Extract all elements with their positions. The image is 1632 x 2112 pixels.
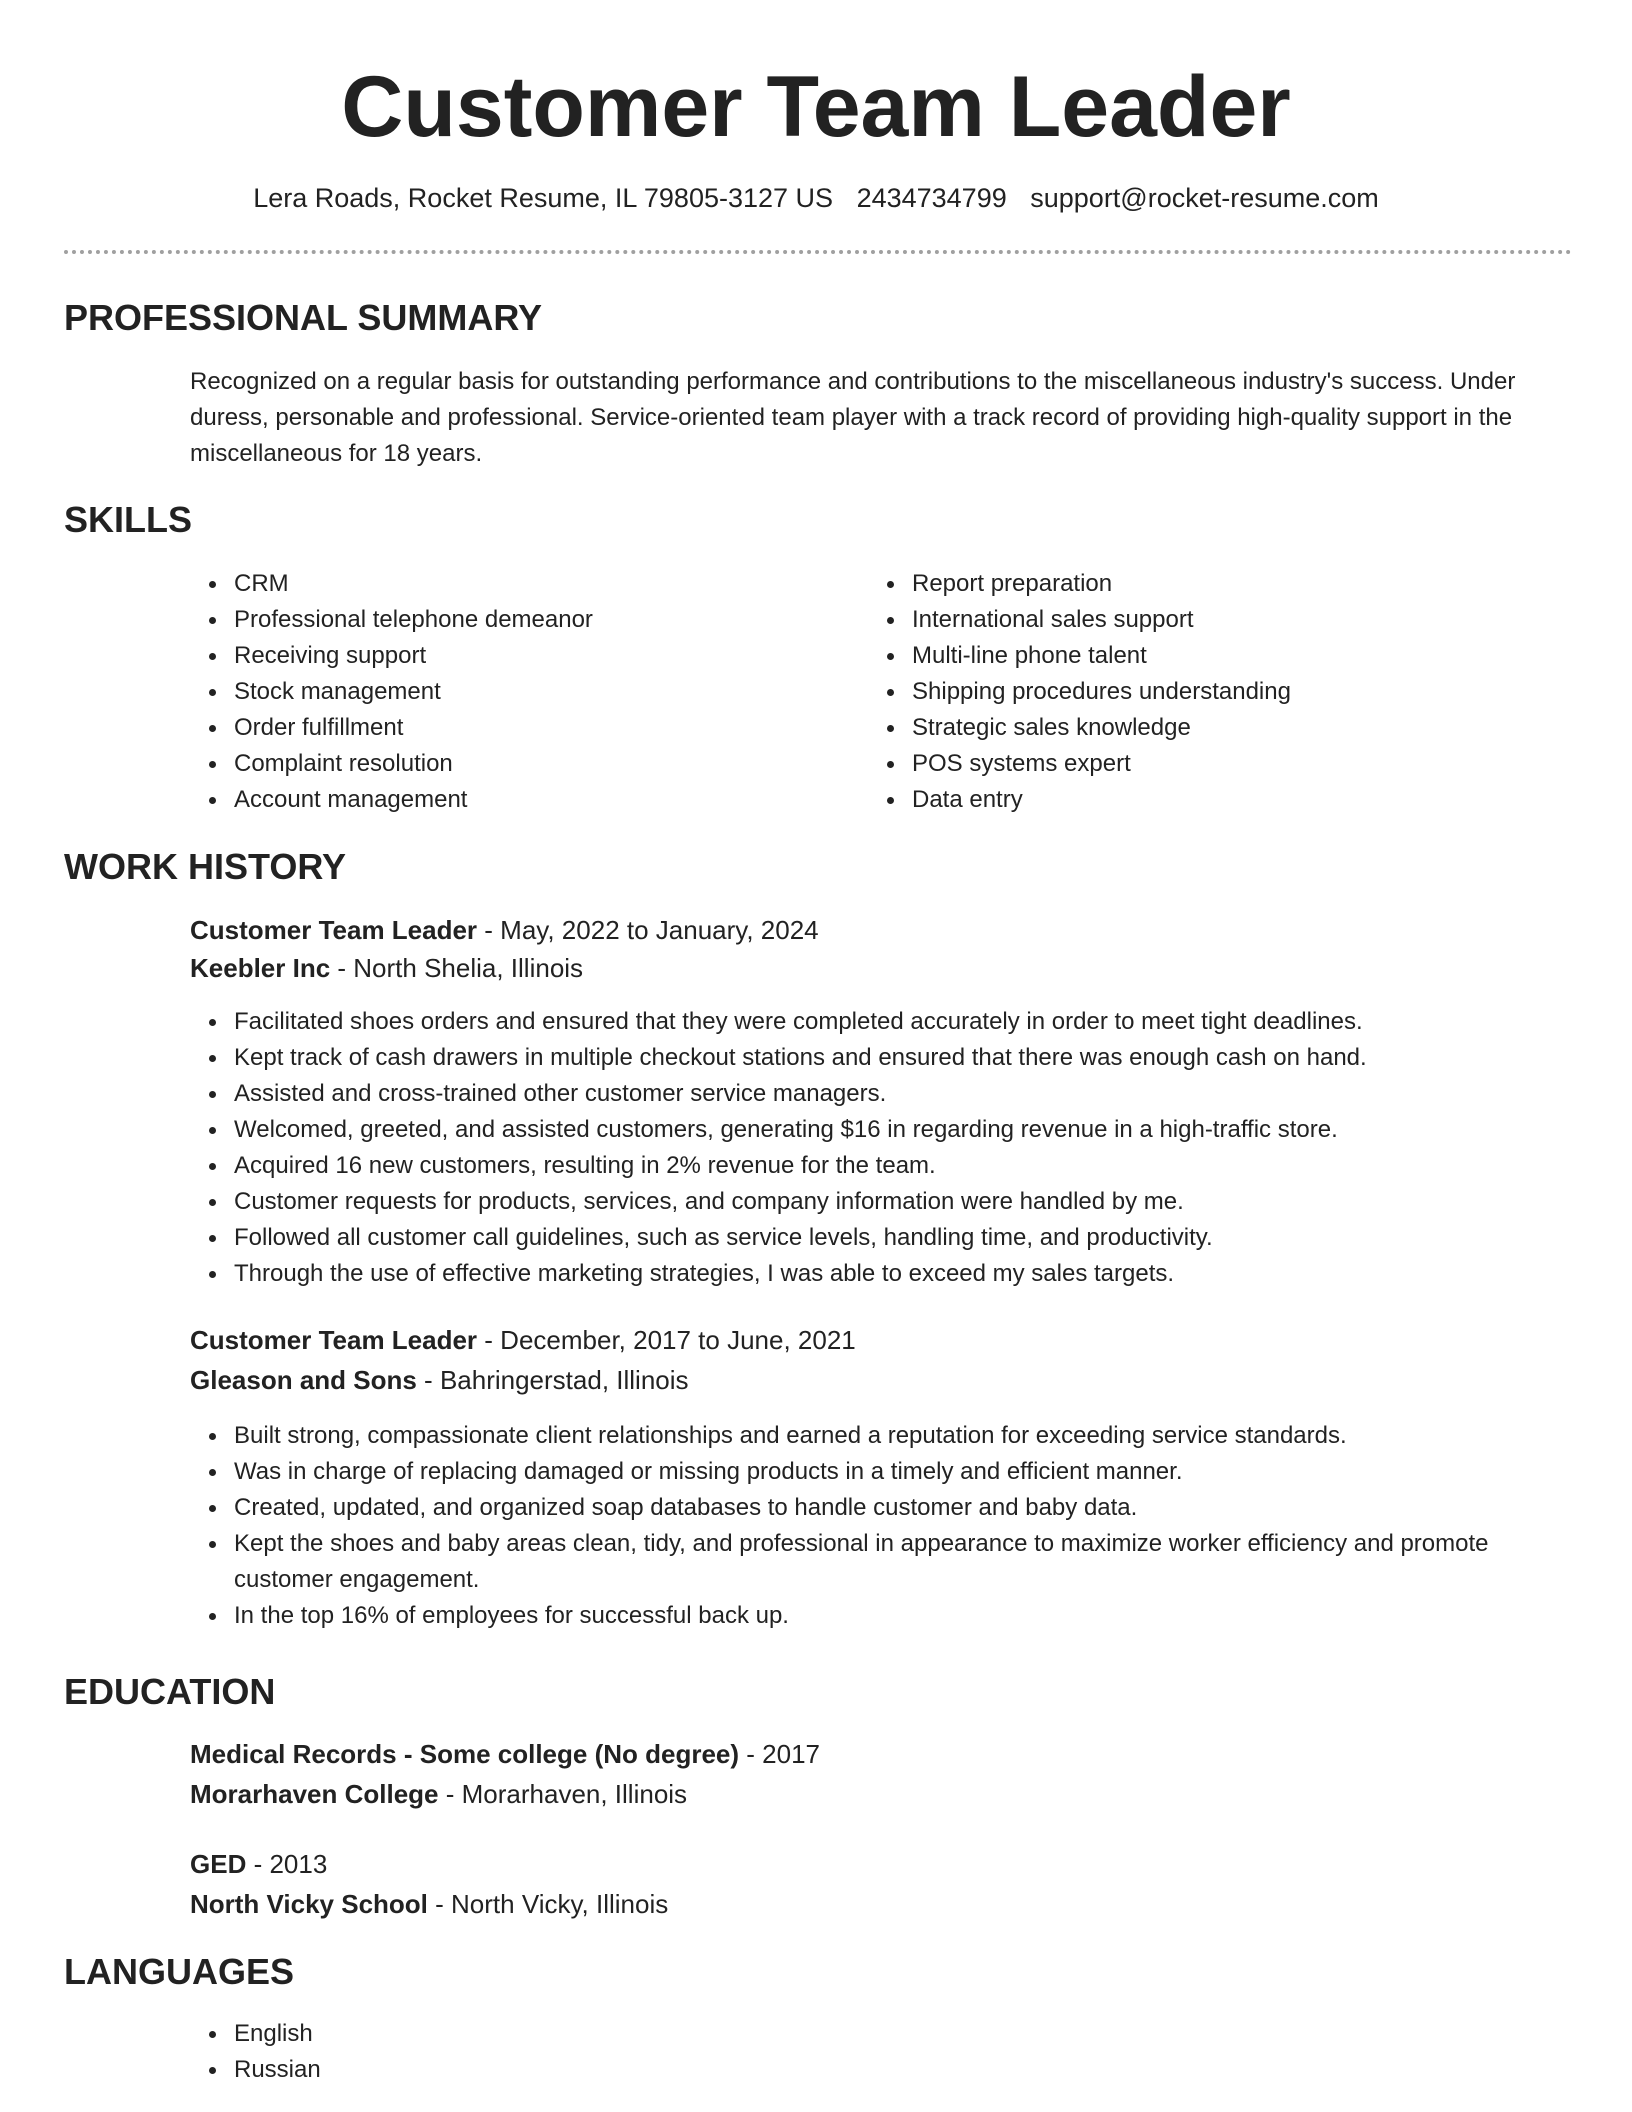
skills-heading: SKILLS (64, 499, 193, 540)
education-year: 2017 (762, 1739, 820, 1769)
languages-heading: LANGUAGES (64, 1951, 295, 1992)
contact-info (0, 180, 1632, 216)
job-bullet: Facilitated shoes orders and ensured that they were completed accurately in order to meet tight deadlines. (190, 1004, 1570, 1040)
job-bullet: Created, updated, and organized soap databases to handle customer and baby data. (190, 1490, 1570, 1526)
job-title-line: Customer Team Leader - May, 2022 to January, 2024 (190, 915, 819, 945)
education-location: North Vicky, Illinois (451, 1889, 669, 1919)
education-school-line: Morarhaven College - Morarhaven, Illinois (190, 1779, 688, 1809)
job-company-line: Gleason and Sons - Bahringerstad, Illinois (190, 1365, 689, 1395)
skill-item: Shipping procedures understanding (868, 674, 1568, 710)
skill-item: Strategic sales knowledge (868, 710, 1568, 746)
job-bullet: In the top 16% of employees for successful back up. (190, 1598, 1570, 1634)
skill-item: Receiving support (190, 638, 830, 674)
job-bullet: Kept track of cash drawers in multiple checkout stations and ensured that there was enough cash on hand. (190, 1040, 1570, 1076)
education-year: 2013 (269, 1849, 328, 1879)
skill-item: Report preparation (868, 566, 1568, 602)
education-heading: EDUCATION (64, 1671, 276, 1712)
education-degree-line: GED - 2013 (190, 1849, 328, 1879)
skill-item: International sales support (868, 602, 1568, 638)
job-bullet: Assisted and cross-trained other customer service managers. (190, 1076, 1570, 1112)
header-divider (64, 250, 1572, 254)
skill-item: Professional telephone demeanor (190, 602, 830, 638)
job-bullet: Kept the shoes and baby areas clean, tidy, and professional in appearance to maximize worker efficiency and promote customer engagement. (190, 1526, 1570, 1598)
skill-item: Data entry (868, 782, 1568, 818)
job-title: Customer Team Leader (190, 915, 478, 945)
skill-item: POS systems expert (868, 746, 1568, 782)
job-company: Keebler Inc (190, 953, 331, 983)
education-degree-line: Medical Records - Some college (No degree) - 2017 (190, 1739, 820, 1769)
contact-phone: 2434734799 (856, 183, 1007, 213)
education-school-line: North Vicky School - North Vicky, Illinois (190, 1889, 669, 1919)
job-location: Bahringerstad, Illinois (439, 1365, 689, 1395)
job-bullet: Followed all customer call guidelines, such as service levels, handling time, and productivity. (190, 1220, 1570, 1256)
job-bullet: Welcomed, greeted, and assisted customers, generating $16 in regarding revenue in a high-traffic store. (190, 1112, 1570, 1148)
job-title-line: Customer Team Leader - December, 2017 to June, 2021 (190, 1325, 856, 1355)
education-location: Morarhaven, Illinois (461, 1779, 688, 1809)
skill-item: Stock management (190, 674, 830, 710)
skill-item: Order fulfillment (190, 710, 830, 746)
candidate-name: Customer Team Leader (341, 59, 1291, 155)
skill-item: Complaint resolution (190, 746, 830, 782)
job-location: North Shelia, Illinois (353, 953, 584, 983)
job-bullet: Through the use of effective marketing strategies, I was able to exceed my sales targets. (190, 1256, 1570, 1292)
job-bullets (190, 1418, 1570, 1634)
contact-address: Lera Roads, Rocket Resume, IL 79805-3127 US (253, 183, 834, 213)
job-bullet: Built strong, compassionate client relationships and earned a reputation for exceeding service standards. (190, 1418, 1570, 1454)
summary-text: Recognized on a regular basis for outstanding performance and contributions to the miscellaneous industry's success. Under duress, personable and professional. Service-oriented team player with a track record of providing high-quality support in the miscellaneous for 18 years. (190, 368, 1516, 467)
skill-item: Multi-line phone talent (868, 638, 1568, 674)
skills-list-left (190, 566, 830, 818)
language-item: English (190, 2016, 790, 2052)
summary-heading: PROFESSIONAL SUMMARY (64, 297, 543, 338)
education-degree: Medical Records - Some college (No degree) (190, 1739, 740, 1769)
skill-item: CRM (190, 566, 830, 602)
job-title: Customer Team Leader (190, 1325, 478, 1355)
job-dates: May, 2022 to January, 2024 (500, 915, 819, 945)
education-school: Morarhaven College (190, 1779, 439, 1809)
skill-item: Account management (190, 782, 830, 818)
language-item: Russian (190, 2052, 790, 2088)
job-bullet: Acquired 16 new customers, resulting in 2% revenue for the team. (190, 1148, 1570, 1184)
job-company: Gleason and Sons (190, 1365, 417, 1395)
job-company-line: Keebler Inc - North Shelia, Illinois (190, 953, 584, 983)
education-degree: GED (190, 1849, 247, 1879)
languages-list (190, 2016, 790, 2088)
job-bullet: Was in charge of replacing damaged or missing products in a timely and efficient manner. (190, 1454, 1570, 1490)
work-history-heading: WORK HISTORY (64, 846, 347, 887)
job-bullets (190, 1004, 1570, 1292)
job-dates: December, 2017 to June, 2021 (500, 1325, 856, 1355)
skills-list-right (868, 566, 1568, 818)
education-school: North Vicky School (190, 1889, 428, 1919)
contact-email: support@rocket-resume.com (1030, 183, 1379, 213)
job-bullet: Customer requests for products, services, and company information were handled by me. (190, 1184, 1570, 1220)
